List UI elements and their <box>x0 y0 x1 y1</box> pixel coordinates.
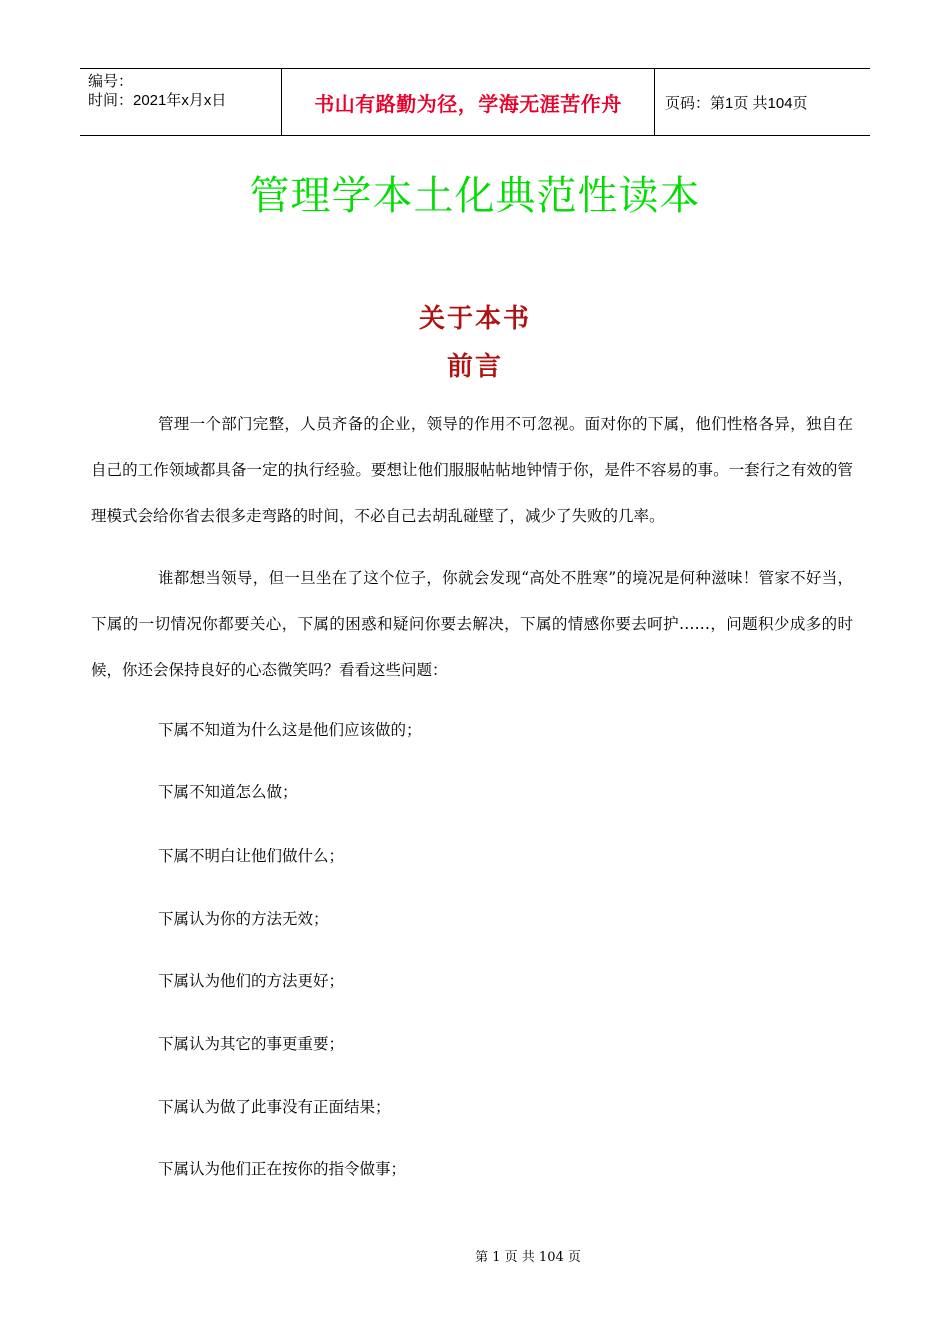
paragraph-1: 管理一个部门完整，人员齐备的企业，领导的作用不可忽视。面对你的下属，他们性格各异，独自在自己的工作领域都具备一定的执行经验。要想让他们服服帖帖地钟情于你，是件不容易的事。一套行之有效的管理模式会给你省去很多走弯路的时间，不必自己去胡乱碰壁了，减少了失败的几率。 <box>91 415 853 525</box>
list-item: 下属认为他们正在按你的指令做事； <box>158 1160 407 1178</box>
list-item: 下属认为他们的方法更好； <box>158 972 345 990</box>
header-motto: 书山有路勤为径，学海无涯苦作舟 <box>281 69 655 135</box>
section-title-about: 关于本书 <box>418 304 531 334</box>
section-title-preface: 前言 <box>446 352 503 382</box>
list-item: 下属不知道怎么做； <box>158 783 298 801</box>
list-item: 下属认为做了此事没有正面结果； <box>158 1098 391 1116</box>
document-title: 管理学本土化典范性读本 <box>249 173 701 219</box>
header-meta <box>80 69 281 135</box>
serial-label: 编号： <box>88 73 134 90</box>
list-item: 下属认为你的方法无效； <box>158 910 329 928</box>
header-table <box>80 68 870 136</box>
page-footer: 第 1 页 共 104 页 <box>475 1250 581 1265</box>
header-page-info: 页码：第1页 共104页 <box>665 94 808 112</box>
time-label: 时间：2021年x月x日 <box>88 92 227 109</box>
list-item: 下属不知道为什么这是他们应该做的； <box>158 721 422 739</box>
list-item: 下属认为其它的事更重要； <box>158 1035 345 1053</box>
paragraph-2: 谁都想当领导，但一旦坐在了这个位子，你就会发现“高处不胜寒”的境况是何种滋味！管家不好当，下属的一切情况你都要关心，下属的困惑和疑问你要去解决，下属的情感你要去呵护……，问题积少成多的时候，你还会保持良好的心态微笑吗？看看这些问题： <box>91 569 853 679</box>
list-item: 下属不明白让他们做什么； <box>158 847 345 865</box>
